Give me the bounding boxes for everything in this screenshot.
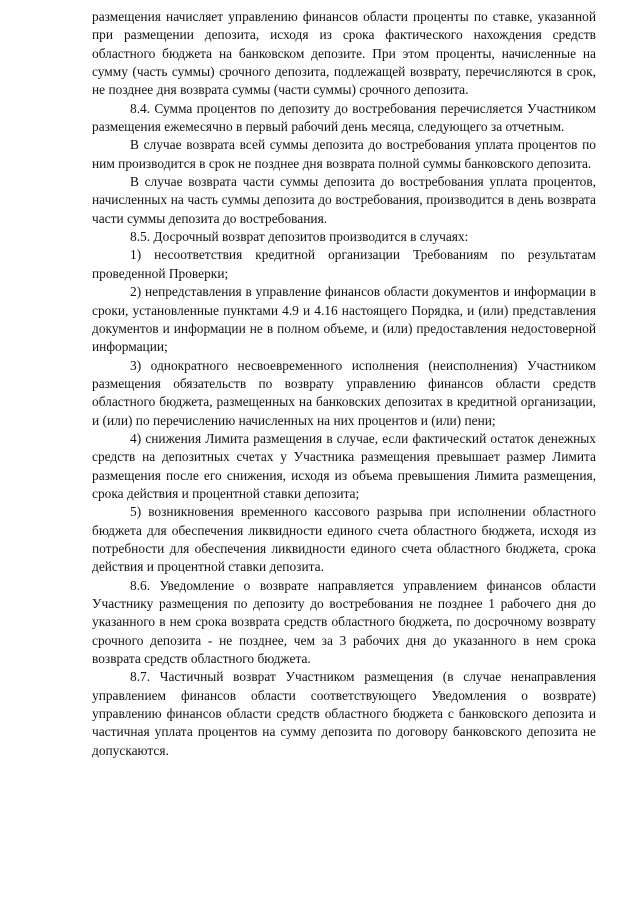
paragraph-case-2: 2) непредставления в управление финансов области документов и информации в сроки, установленные пунктами 4.9 и 4.16 настоящего Порядка, и (или) представления документов и информации не в полном объеме, и (или) предоставления недостоверной информации;	[92, 284, 596, 355]
paragraph-8-5: 8.5. Досрочный возврат депозитов производится в случаях:	[130, 229, 469, 245]
paragraph-8-4: 8.4. Сумма процентов по депозиту до востребования перечисляется Участником размещения ежемесячно в первый рабочий день месяца, следующего за отчетным.	[92, 100, 596, 135]
paragraph-continuation: размещения начисляет управлению финансов области проценты по ставке, указанной при размещении депозита, исходя из срока фактического нахождения средств областного бюджета на банковском депозите. При этом проценты, начисленные на сумму (часть суммы) срочного депозита, подлежащей возврату, перечисляются в срок, не позднее дня возврата суммы (части суммы) срочного депозита.	[92, 9, 596, 98]
paragraph-case-3: 3) однократного несвоевременного исполнения (неисполнения) Участником размещения обязательств по возврату управлению финансов области средств областного бюджета, размещенных на банковских депозитах в кредитной организации, и (или) по перечислению начисленных на них процентов и (или) пени;	[92, 357, 596, 428]
paragraph-8-7: 8.7. Частичный возврат Участником размещения (в случае ненаправления управлением финансов области соответствующего Уведомления о возврате) управлению финансов области средств областного бюджета с банковского депозита и частичная уплата процентов на сумму депозита по договору банковского депозита не допускаются.	[92, 669, 596, 758]
paragraph-case-1: 1) несоответствия кредитной организации Требованиям по результатам проведенной Проверки;	[92, 247, 596, 281]
document-body	[92, 8, 596, 760]
paragraph-full-return: В случае возврата всей суммы депозита до востребования уплата процентов по ним производится в срок не позднее дня возврата полной суммы банковского депозита.	[92, 137, 596, 171]
paragraph-case-5: 5) возникновения временного кассового разрыва при исполнении областного бюджета для обеспечения ликвидности единого счета областного бюджета, исходя из потребности для обеспечения ликвидности единого счета областного бюджета, срока действия и процентной ставки депозита.	[92, 504, 596, 575]
paragraph-8-6: 8.6. Уведомление о возврате направляется управлением финансов области Участнику размещения по депозиту до востребования не позднее 1 рабочего дня до указанного в нем срока возврата средств областного бюджета, по досрочному возврату срочного депозита - не позднее, чем за 3 рабочих дня до указанного в нем срока возврата средств областного бюджета.	[92, 577, 596, 667]
paragraph-case-4: 4) снижения Лимита размещения в случае, если фактический остаток денежных средств на депозитных счетах у Участника размещения превышает размер Лимита размещения после его снижения, исходя из объема превышения Лимита размещения, срока действия и процентной ставки депозита;	[92, 430, 596, 501]
paragraph-partial-return: В случае возврата части суммы депозита до востребования уплата процентов, начисленных на часть суммы депозита до востребования, производится в день возврата части суммы депозита до востребования.	[92, 174, 596, 226]
